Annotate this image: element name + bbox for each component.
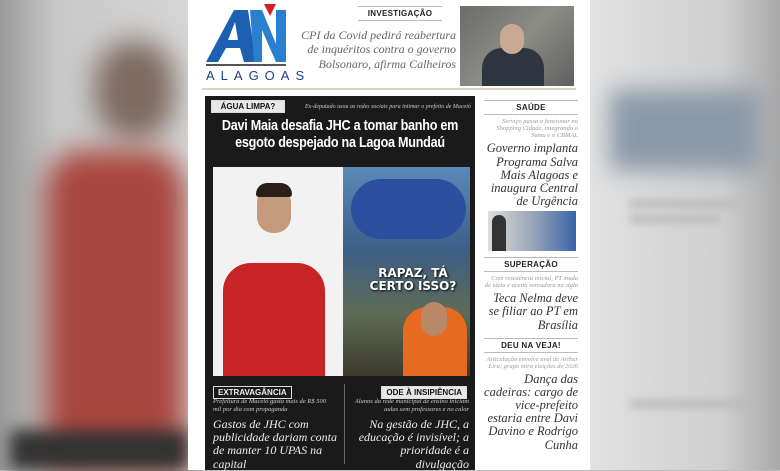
main-story-subtitle: Ex-deputado usou as redes sociais para intimar o prefeito de Maceió bbox=[305, 104, 471, 110]
bottom-story-kicker: ODE À INSIPIÊNCIA bbox=[381, 386, 467, 399]
header-divider bbox=[202, 88, 576, 90]
sidebar-story-saude[interactable] bbox=[484, 100, 578, 251]
bottom-story-kicker: EXTRAVAGÂNCIA bbox=[213, 386, 292, 399]
bottom-story-subtitle: Prefeitura de Maceió gasta mais de R$ 500 mil por dia com propaganda bbox=[213, 398, 326, 414]
sidebar-kicker: SUPERAÇÃO bbox=[484, 257, 578, 272]
sidebar-photo[interactable] bbox=[488, 211, 576, 251]
sidebar-headline[interactable]: Dança das cadeiras: cargo de vice-prefeito estaria entre Davi Davino e Rodrigo Cunha bbox=[484, 371, 578, 452]
blurred-background-left bbox=[0, 0, 188, 470]
bottom-story-headline[interactable]: Na gestão de JHC, a educação é invisível; a prioridade é a divulgação bbox=[358, 417, 469, 471]
top-story-headline[interactable]: CPI da Covid pedirá reabertura de inquéritos contra o governo Bolsonaro, afirma Calheiros bbox=[301, 28, 456, 71]
top-story-photo[interactable] bbox=[460, 6, 574, 86]
main-story[interactable] bbox=[205, 96, 475, 470]
main-story-kicker: ÁGUA LIMPA? bbox=[211, 100, 285, 113]
sidebar-column bbox=[484, 100, 578, 470]
newspaper-front-page bbox=[188, 0, 590, 470]
bottom-story-headline[interactable]: Gastos de JHC com publicidade dariam conta de manter 10 UPAS na capital bbox=[213, 417, 337, 471]
sidebar-kicker: DEU NA VEJA! bbox=[484, 338, 578, 353]
photo-caption: RAPAZ, TÁ CERTO ISSO? bbox=[369, 266, 457, 294]
sidebar-story-deu-na-veja[interactable] bbox=[484, 338, 578, 452]
main-story-photo[interactable] bbox=[213, 167, 470, 376]
sidebar-subtitle: Articulação envolve aval de Arthur Lira; grupo mira eleições de 2026 bbox=[486, 355, 578, 370]
column-divider bbox=[344, 384, 345, 464]
top-story-kicker: INVESTIGAÇÃO bbox=[358, 6, 442, 21]
sidebar-headline[interactable]: Governo implanta Programa Salva Mais Alagoas e inaugura Central de Urgência bbox=[486, 141, 578, 208]
sidebar-subtitle: Com resistência inicial, PT muda de ideia e aceita vereadora na sigla bbox=[484, 275, 578, 290]
sidebar-subtitle: Serviço passa a funcionar no Shopping Cidade, integrando o Samu e o CBMAL bbox=[496, 118, 578, 140]
sidebar-story-superacao[interactable] bbox=[484, 257, 578, 332]
sidebar-headline[interactable]: Teca Nelma deve se filiar ao PT em Brasília bbox=[488, 291, 578, 332]
an-alagoas-logo: ALAGOAS bbox=[204, 4, 294, 82]
blurred-background-right bbox=[590, 0, 780, 470]
sidebar-kicker: SAÚDE bbox=[484, 100, 578, 115]
bottom-story-subtitle: Alunos da rede municipal de ensino iniciam aulas sem professores e no calor bbox=[354, 398, 469, 414]
main-story-headline[interactable]: Davi Maia desafia JHC a tomar banho em esgoto despejado na Lagoa Mundaú bbox=[221, 117, 459, 152]
